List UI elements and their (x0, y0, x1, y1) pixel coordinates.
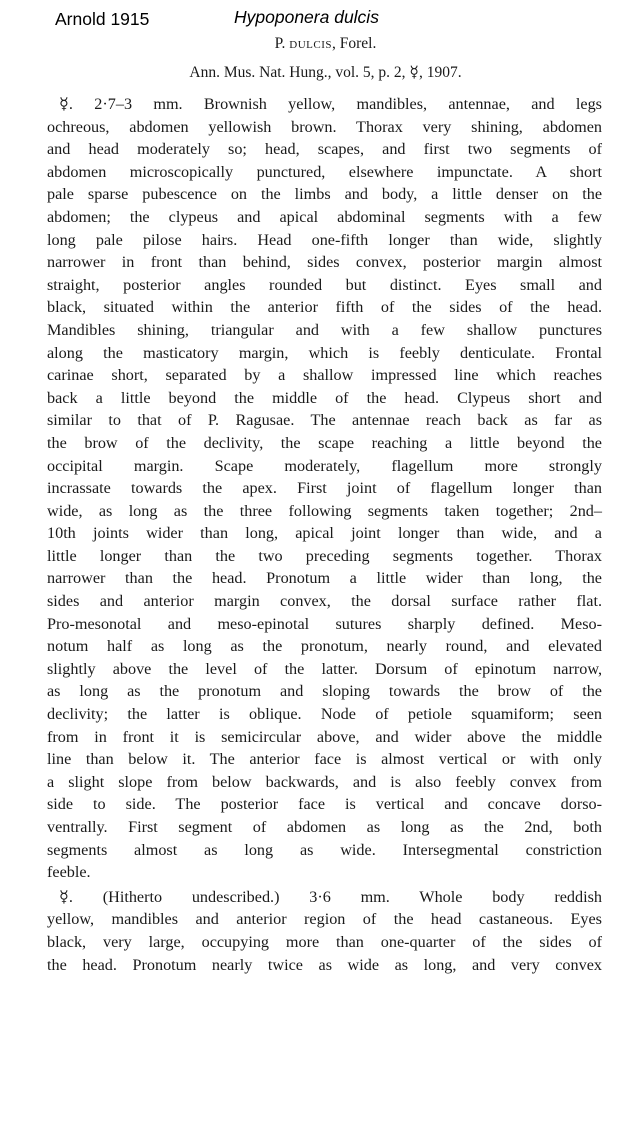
text-line: ochreous, abdomen yellowish brown. Thorax very shining, abdomen (47, 117, 602, 136)
text-line: narrower in front than behind, sides convex, posterior margin almost (47, 253, 602, 272)
text-line: declivity; the latter is oblique. Node of petiole squamiform; seen (47, 705, 602, 724)
description-body (47, 93, 602, 976)
text-line: the head. Pronotum nearly twice as wide as long, and very convex (47, 955, 602, 974)
text-line: notum half as long as the pronotum, nearly round, and elevated (47, 637, 602, 656)
species-title: Hypoponera dulcis (234, 7, 379, 27)
text-line: straight, posterior angles rounded but distinct. Eyes small and (47, 275, 602, 294)
taxon-heading (0, 35, 641, 53)
text-line: sides and anterior margin convex, the dorsal surface rather flat. (47, 592, 602, 611)
text-line: from in front it is semicircular above, and wider above the middle (47, 727, 602, 746)
text-line: ventrally. First segment of abdomen as long as the 2nd, both (47, 818, 602, 836)
text-line: black, situated within the anterior fifth of the sides of the head. (47, 298, 602, 317)
text-line: abdomen microscopically punctured, elsewhere impunctate. A short (47, 162, 602, 181)
text-line: little longer than the two preceding segments together. Thorax (47, 546, 602, 565)
text-line: segments almost as long as wide. Intersegmental constriction (47, 840, 602, 859)
text-line: yellow, mandibles and anterior region of the head castaneous. Eyes (47, 910, 602, 929)
reference-line: Ann. Mus. Nat. Hung., vol. 5, p. 2, ☿, 1907. (189, 64, 462, 81)
author: , Forel. (332, 35, 377, 52)
text-line: long pale pilose hairs. Head one-fifth longer than wide, slightly (47, 230, 602, 249)
text-line: the brow of the declivity, the scape reaching a little beyond the (47, 433, 602, 452)
text-line: line than below it. The anterior face is almost vertical or with only (47, 750, 602, 769)
text-line: similar to that of P. Ragusae. The antennae reach back as far as (47, 411, 602, 430)
text-line: wide, as long as the three following segments taken together; 2nd– (47, 501, 602, 520)
text-line: slightly above the level of the latter. Dorsum of epinotum narrow, (47, 659, 602, 678)
text-line: Pro-mesonotal and meso-epinotal sutures sharply defined. Meso- (47, 614, 602, 633)
text-line: a slight slope from below backwards, and is also feebly convex from (47, 772, 602, 791)
text-line: and head moderately so; head, scapes, and first two segments of (47, 140, 602, 159)
genus-abbrev: P. (274, 35, 286, 52)
text-line: ☿. 2·7–3 mm. Brownish yellow, mandibles, antennae, and legs (59, 95, 602, 113)
text-line: side to side. The posterior face is vertical and concave dorso- (47, 795, 602, 814)
epithet: dulcis (289, 35, 333, 52)
text-line: pale sparse pubescence on the limbs and body, a little denser on the (47, 185, 602, 204)
text-line: along the masticatory margin, which is feebly denticulate. Frontal (47, 343, 602, 362)
text-line: feeble. (47, 863, 91, 882)
text-line: occipital margin. Scape moderately, flagellum more strongly (47, 456, 602, 475)
text-line: abdomen; the clypeus and apical abdominal segments with a few (47, 207, 602, 226)
text-line: back a little beyond the middle of the head. Clypeus short and (47, 388, 602, 407)
text-line: narrower than the head. Pronotum a little wider than long, the (47, 569, 602, 588)
citation-tag: Arnold 1915 (55, 9, 150, 29)
text-line: as long as the pronotum and sloping towards the brow of the (47, 682, 602, 701)
text-line: ☿. (Hitherto undescribed.) 3·6 mm. Whole body reddish (59, 887, 602, 906)
text-line: Mandibles shining, triangular and with a few shallow punctures (47, 320, 602, 339)
text-line: black, very large, occupying more than one-quarter of the sides of (47, 932, 602, 951)
text-line: 10th joints wider than long, apical joint longer than wide, and a (47, 524, 602, 543)
text-line: carinae short, separated by a shallow impressed line which reaches (47, 366, 602, 385)
text-line: incrassate towards the apex. First joint of flagellum longer than (47, 479, 602, 498)
